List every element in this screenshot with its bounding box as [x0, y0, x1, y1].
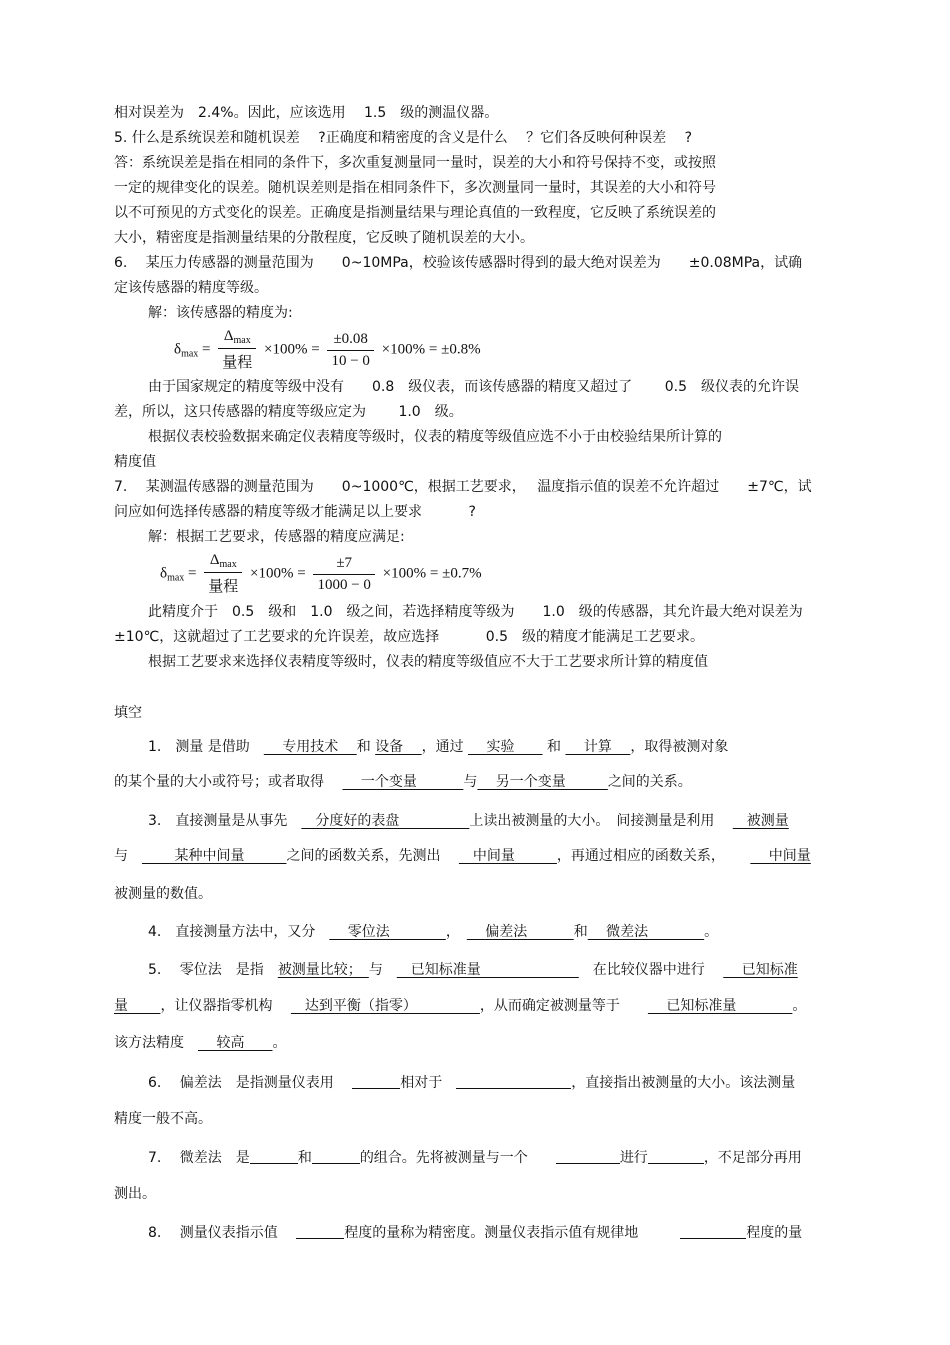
fraction-denominator: 1000 − 0	[317, 576, 371, 593]
fill-item-5-end	[114, 1032, 840, 1054]
fraction-numerator: Δ	[223, 328, 234, 344]
formula-lhs-sub: max	[181, 348, 199, 360]
fraction-numerator: ±7	[313, 555, 374, 575]
fill-blank[interactable]	[250, 1148, 298, 1164]
fill-answer: 偏差法	[466, 924, 574, 940]
text-line: 相对误差为 2.4%。因此，应该选用 1.5 级的测温仪器。	[114, 105, 499, 121]
fill-answer: 量	[114, 998, 161, 1014]
question-5: 5. 什么是系统误差和随机误差 ?正确度和精密度的含义是什么 ？它们各反映何种误差 ?	[114, 130, 693, 146]
formula-lhs: δ	[174, 341, 182, 358]
solution-7-line5: 根据工艺要求来选择仪表精度等级时，仪表的精度等级值应不大于工艺要求所计算的精度值	[148, 654, 708, 670]
fraction-numerator: ±0.08	[327, 331, 373, 351]
fill-item-1	[148, 736, 840, 758]
fraction-values	[327, 331, 373, 370]
fill-text: 之间的函数关系，先测出	[286, 848, 459, 864]
fill-blank[interactable]	[352, 1073, 400, 1089]
fill-answer: 专用技术	[263, 739, 357, 755]
fill-text: 。	[272, 1035, 287, 1051]
solution-6-line4: 差，所以，这只传感器的精度等级应定为 1.0 级。	[114, 404, 463, 420]
fill-answer: 微差法	[587, 924, 705, 940]
fill-text: ，	[445, 924, 467, 940]
fill-text: 相对于	[400, 1075, 457, 1091]
section-title-fill: 填空	[114, 705, 142, 721]
fill-text: 和	[297, 1150, 312, 1166]
fill-text: 程度的量称为精密度。测量仪表指示值有规律地	[344, 1225, 681, 1241]
fill-item-6	[148, 1072, 840, 1094]
fill-text: 在比较仪器中进行	[578, 962, 724, 978]
fill-item-5	[148, 959, 840, 981]
fill-text: 和	[573, 924, 588, 940]
fill-item-7-end: 测出。	[114, 1186, 156, 1202]
solution-7-intro: 解：根据工艺要求，传感器的精度应满足:	[148, 529, 405, 545]
fraction-denominator: 量程	[222, 355, 253, 371]
fill-text: 进行	[619, 1150, 648, 1166]
formula-7	[160, 552, 482, 596]
answer-5-line4: 大小，精密度是指测量结果的分散程度，它反映了随机误差的大小。	[114, 230, 534, 246]
fill-text: 与	[463, 774, 478, 790]
fill-text: 的组合。先将被测量与一个	[359, 1150, 556, 1166]
fill-text: 1. 测量 是借助	[148, 739, 264, 755]
answer-5-line2: 一定的规律变化的误差。随机误差则是指在相同条件下，多次测量同一量时，其误差的大小和符号	[114, 180, 716, 196]
fill-text: 8. 测量仪表指示值	[148, 1225, 297, 1241]
fill-text: 7. 微差法 是	[148, 1150, 250, 1166]
fill-answer: 已知标准量	[647, 998, 793, 1014]
fill-text: 和	[542, 739, 566, 755]
fill-text: 的某个量的大小或符号；或者取得	[114, 774, 343, 790]
fill-text: 与	[114, 848, 142, 864]
fill-answer: 零位法	[329, 924, 446, 940]
formula-result: ×100% = ±0.7%	[382, 565, 482, 582]
fill-answer: 达到平衡（指零）	[290, 998, 480, 1014]
answer-5-line3: 以不可预见的方式变化的误差。正确度是指测量结果与理论真值的一致程度，它反映了系统误差的	[114, 205, 716, 221]
fill-blank[interactable]	[456, 1073, 571, 1089]
fill-text: ，取得被测对象	[630, 739, 729, 755]
fraction-numerator: Δ	[209, 552, 220, 568]
fill-text: 。	[704, 924, 719, 940]
fraction-denominator: 量程	[208, 579, 239, 595]
fill-answer: 分度好的表盘	[301, 813, 470, 829]
answer-5-line1: 答：系统误差是指在相同的条件下，多次重复测量同一量时，误差的大小和符号保持不变，或按照	[114, 155, 716, 171]
solution-6-intro: 解：该传感器的精度为:	[148, 305, 293, 321]
fill-answer: 被测量	[732, 813, 789, 829]
fill-item-8	[148, 1222, 840, 1244]
fill-text: 5. 零位法 是指	[148, 962, 278, 978]
fraction-numerator-sub: max	[233, 335, 251, 346]
fill-text: ，直接指出被测量的大小。该法测量	[571, 1075, 796, 1091]
fill-answer: 另一个变量	[477, 774, 608, 790]
formula-eq: =	[188, 565, 197, 582]
fill-answer: 较高	[198, 1035, 273, 1051]
fill-text: 之间的关系。	[607, 774, 692, 790]
fill-item-1-cont	[114, 771, 840, 793]
fill-answer: 设备	[375, 739, 422, 755]
fill-text: 4. 直接测量方法中，又分	[148, 924, 330, 940]
fill-text: ，不足部分再用	[703, 1150, 802, 1166]
fill-blank[interactable]	[296, 1223, 344, 1239]
solution-6-line6: 精度值	[114, 454, 156, 470]
formula-result: ×100% = ±0.8%	[381, 341, 481, 358]
formula-eq: =	[202, 341, 211, 358]
fill-answer: 已知标准	[723, 962, 798, 978]
solution-7-line3: 此精度介于 0.5 级和 1.0 级之间，若选择精度等级为 1.0 级的传感器，其允许最大绝对误差为	[148, 604, 803, 620]
question-6-line2: 定该传感器的精度等级。	[114, 280, 268, 296]
fill-answer: 已知标准量	[396, 962, 579, 978]
fill-blank[interactable]	[648, 1148, 704, 1164]
fill-item-3	[148, 810, 840, 832]
fill-answer: 被测量比较；	[277, 962, 369, 978]
fill-text: ，再通过相应的函数关系，	[556, 848, 751, 864]
fill-text: ，让仪器指零机构	[160, 998, 291, 1014]
fill-item-3-end: 被测量的数值。	[114, 886, 212, 902]
fraction-delta-range	[218, 328, 256, 372]
fill-item-5-cont	[114, 995, 840, 1017]
fill-blank[interactable]	[556, 1148, 620, 1164]
fill-answer: 一个变量	[342, 774, 464, 790]
formula-6	[174, 328, 481, 372]
fraction-denominator: 10 − 0	[331, 352, 370, 369]
fill-answer: 实验	[468, 739, 543, 755]
fill-text: 该方法精度	[114, 1035, 198, 1051]
formula-times: ×100% =	[250, 565, 306, 582]
question-6-line1: 6. 某压力传感器的测量范围为 0~10MPa，校验该传感器时得到的最大绝对误差为 ±0.08MPa，试确	[114, 255, 803, 271]
fill-item-4	[148, 921, 840, 943]
fill-text: ，从而确定被测量等于	[479, 998, 648, 1014]
fill-answer: 中间量	[458, 848, 557, 864]
fill-item-6-end: 精度一般不高。	[114, 1111, 212, 1127]
fraction-numerator-sub: max	[219, 559, 237, 570]
fraction-values	[313, 555, 374, 594]
fill-item-3-cont	[114, 845, 840, 867]
fill-text: 上读出被测量的大小。 间接测量是利用	[469, 813, 733, 829]
fill-text: 6. 偏差法 是指测量仪表用	[148, 1075, 353, 1091]
question-7-line1: 7. 某测温传感器的测量范围为 0~1000℃，根据工艺要求， 温度指示值的误差不允许超过 ±7℃，试	[114, 479, 812, 495]
formula-lhs: δ	[160, 565, 168, 582]
fill-text: 。	[792, 998, 807, 1014]
solution-7-line4: ±10℃，这就超过了工艺要求的允许误差，故应选择 0.5 级的精度才能满足工艺要求。	[114, 629, 704, 645]
fill-answer: 计算	[565, 739, 631, 755]
fill-blank[interactable]	[312, 1148, 360, 1164]
fill-answer: 某种中间量	[142, 848, 287, 864]
question-7-line2: 问应如何选择传感器的精度等级才能满足以上要求 ?	[114, 504, 476, 520]
fill-blank[interactable]	[680, 1223, 746, 1239]
solution-6-line3: 由于国家规定的精度等级中没有 0.8 级仪表，而该传感器的精度又超过了 0.5 级仪表的允许误	[148, 379, 799, 395]
fraction-delta-range	[204, 552, 242, 596]
solution-6-line5: 根据仪表校验数据来确定仪表精度等级时，仪表的精度等级值应选不小于由校验结果所计算的	[148, 429, 722, 445]
fill-item-7	[148, 1147, 840, 1169]
formula-times: ×100% =	[264, 341, 320, 358]
fill-text: 和	[356, 739, 376, 755]
fill-text: 3. 直接测量是从事先	[148, 813, 302, 829]
fill-text: ，通过	[421, 739, 469, 755]
formula-lhs-sub: max	[167, 572, 185, 584]
fill-answer: 中间量	[750, 848, 811, 864]
fill-text: 程度的量	[746, 1225, 803, 1241]
fill-text: 与	[368, 962, 397, 978]
